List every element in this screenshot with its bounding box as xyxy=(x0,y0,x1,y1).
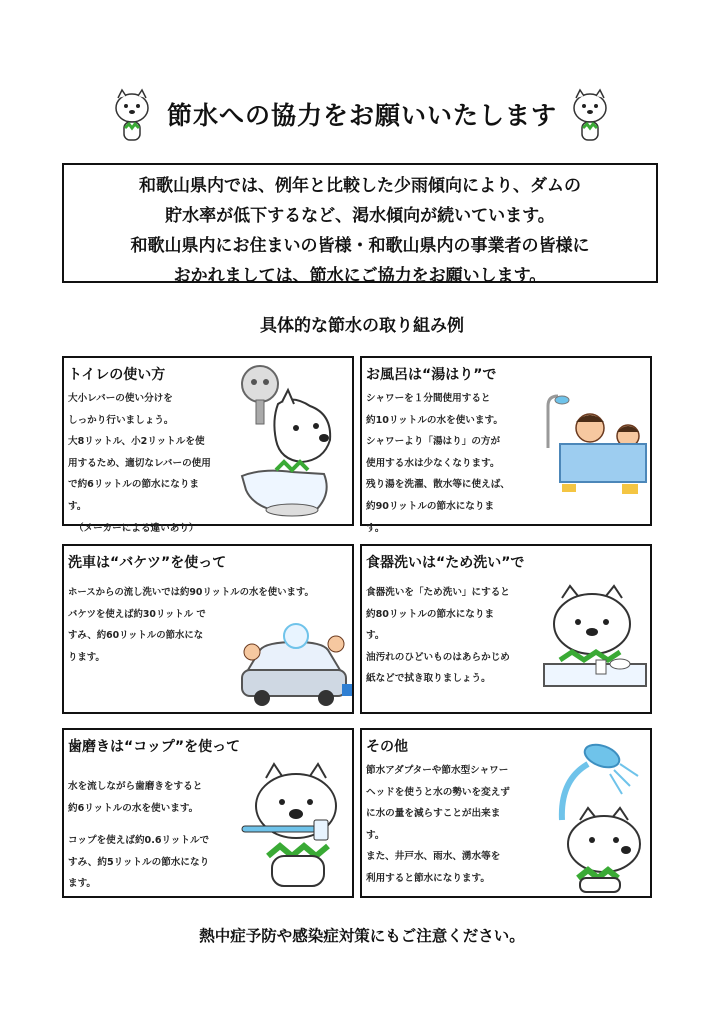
text-line: 約90リットルの節水になりま xyxy=(366,500,495,512)
text-line: す。 xyxy=(366,829,385,841)
text-line: 約80リットルの節水になりま xyxy=(366,608,495,620)
panel-text xyxy=(68,390,211,541)
text-line: 大小レバーの使い分けを xyxy=(68,393,173,404)
text-line: すみ、約5リットルの節水になり xyxy=(68,856,210,868)
section-subtitle: 具体的な節水の取り組み例 xyxy=(260,316,464,336)
car-wash-illustration-icon xyxy=(236,620,352,712)
panel-text xyxy=(366,762,510,892)
panel-other xyxy=(360,728,652,898)
footer-note: 熱中症予防や感染症対策にもご注意ください。 xyxy=(199,927,525,945)
text-line: す。 xyxy=(68,500,87,512)
text-line: ります。 xyxy=(68,651,105,663)
text-line: また、井戸水、雨水、湧水等を xyxy=(366,851,501,863)
panel-text xyxy=(68,778,209,897)
panel-title: 歯磨きは“コップ”を使って xyxy=(68,739,241,755)
panel-title: トイレの使い方 xyxy=(68,367,166,383)
intro-line: 和歌山県内では、例年と比較した少雨傾向により、ダムの xyxy=(139,176,581,196)
text-line: に水の量を減らすことが出来ま xyxy=(366,808,501,820)
panel-bath xyxy=(360,356,652,534)
text-line: 節水アダプターや節水型シャワー xyxy=(366,765,509,776)
toothbrush-mascot-icon xyxy=(240,760,352,896)
text-line: 残り湯を洗濯、散水等に使えば、 xyxy=(366,479,510,491)
bath-illustration-icon xyxy=(538,388,648,498)
text-line: 大8リットル、小2リットルを使 xyxy=(68,436,205,448)
text-line: 使用する水は少なくなります。 xyxy=(366,457,500,469)
text-line: 約10リットルの水を使います。 xyxy=(366,414,503,426)
text-line: シャワーより「湯はり」の方が xyxy=(366,436,501,448)
text-line: すみ、約60リットルの節水にな xyxy=(68,630,204,642)
intro-line: 貯水率が低下するなど、渇水傾向が続いています。 xyxy=(165,206,555,226)
text-line: （メーカーによる違いあり） xyxy=(74,522,199,534)
text-line: コップを使えば約0.6リットルで xyxy=(68,835,210,847)
text-line: 油汚れのひどいものはあらかじめ xyxy=(366,651,510,663)
text-line: す。 xyxy=(366,522,385,534)
mascot-right-icon xyxy=(568,86,612,146)
intro-line: 和歌山県内にお住まいの皆様・和歌山県内の事業者の皆様に xyxy=(130,236,590,256)
text-line: ヘッドを使うと水の勢いを変えず xyxy=(366,786,510,798)
panel-text xyxy=(366,390,510,541)
panel-title: お風呂は“湯はり”で xyxy=(366,367,497,383)
dish-mascot-icon xyxy=(540,584,650,696)
panel-toilet xyxy=(62,356,354,534)
text-line: 水を流しながら歯磨きをすると xyxy=(68,781,203,792)
panel-title: 食器洗いは“ため洗い”で xyxy=(366,555,525,571)
shower-mascot-icon xyxy=(540,740,650,896)
intro-line: おかれましては、節水にご協力をお願いします。 xyxy=(173,266,547,286)
text-line: で約6リットルの節水になりま xyxy=(68,479,200,491)
intro-box xyxy=(62,163,658,286)
text-line: 紙などで拭き取りましょう。 xyxy=(366,673,491,685)
panel-car xyxy=(62,544,354,714)
page-title: 節水への協力をお願いいたします xyxy=(166,101,557,130)
title-row xyxy=(0,86,724,146)
panel-dish xyxy=(360,544,652,714)
text-line: しっかり行いましょう。 xyxy=(68,414,174,426)
text-line: 食器洗いを「ため洗い」にすると xyxy=(366,587,510,598)
text-line: ホースからの流し洗いでは約90リットルの水を使います。 xyxy=(68,587,314,598)
toilet-mascot-icon xyxy=(232,364,350,524)
panel-teeth xyxy=(62,728,354,898)
text-line: シャワーを１分間使用すると xyxy=(366,393,491,404)
text-line: ます。 xyxy=(68,878,97,890)
text-line: 用するため、適切なレバーの使用 xyxy=(68,457,211,469)
panel-title: 洗車は“バケツ”を使って xyxy=(68,555,227,571)
panel-title: その他 xyxy=(366,739,408,755)
text-line: バケツを使えば約30リットル で xyxy=(68,608,206,620)
text-line: す。 xyxy=(366,630,385,642)
text-line: 約6リットルの水を使います。 xyxy=(68,802,199,814)
panel-text xyxy=(366,584,510,692)
text-line: 利用すると節水になります。 xyxy=(366,872,490,884)
